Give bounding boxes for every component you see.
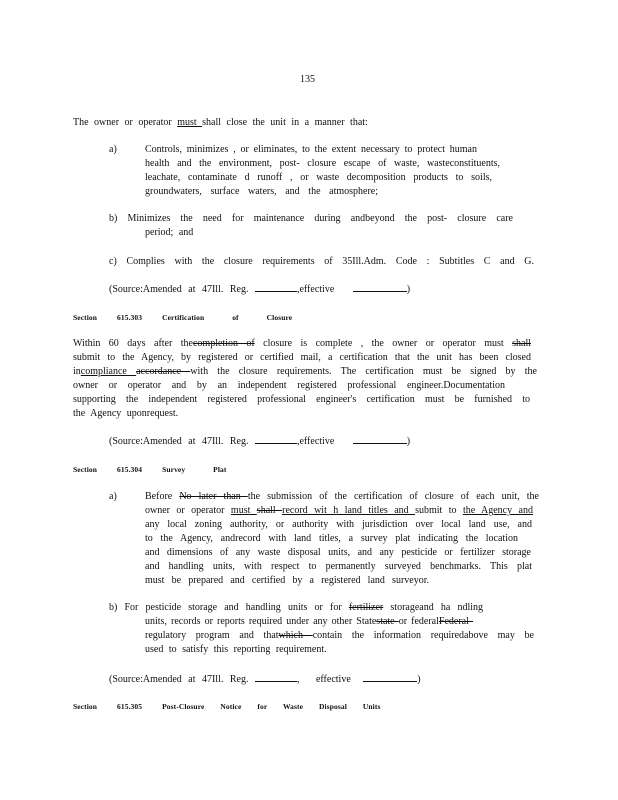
s304-a-l2-f: submit to (415, 505, 463, 516)
s304-b-l1-c: storageand ha ndling (383, 602, 483, 613)
s304-b-l2-a: units, records or reports required under any other State (145, 616, 377, 627)
item-c-line-1: c) Complies with the closure requirements of 35Ill.Adm. Code : Subtitles C and G. (109, 256, 534, 267)
item-a-line-2: health and the environment, post- closure escape of waste, wasteconstituents, (145, 158, 500, 169)
section-303-line-3 (73, 365, 537, 378)
source-note-3-mid: , effective (296, 674, 351, 685)
section-305-heading (73, 700, 380, 713)
section-303-line-6: the Agency uponrequest. (73, 408, 179, 419)
s303-l1-deleted: completion of (192, 338, 255, 349)
source-note-1-mid: ,effective (296, 284, 335, 295)
source-note-1 (109, 282, 410, 296)
source-note-2-end: ) (406, 436, 411, 447)
effective-blank-1 (353, 282, 407, 292)
s303-l3-inserted: compliance (80, 366, 137, 377)
section-303-heading (73, 311, 292, 324)
section-304-a-line-4: to the Agency, andrecord with land titles, a survey plat indicating the location (145, 533, 518, 544)
section-303-line-2: submit to the Agency, by registered or certified mail, a certification that the unit has been closed (73, 352, 531, 363)
section-303-number: 615.303 (117, 313, 143, 322)
section-304-heading (73, 463, 227, 476)
source-note-3-end: ) (417, 674, 421, 685)
section-304-label: Section (73, 465, 98, 474)
s304-a-l2-deleted-shall: shall (256, 505, 283, 516)
section-304-a-line-1 (145, 490, 539, 503)
source-note-2 (109, 434, 410, 448)
s303-l1-c: closure is complete , the owner or operator must (254, 338, 513, 349)
reg-blank-1 (255, 282, 297, 292)
reg-blank-3 (255, 672, 297, 682)
s304-a-l2-inserted-agency: the Agency and (462, 505, 533, 516)
section-304-a-line-3: any local zoning authority, or authority with jurisdiction over local land use, and (145, 519, 532, 530)
s304-a-l2-inserted-titles: wit h land titles and (307, 505, 416, 516)
section-303-line-5: supporting the independent registered professional engineer's certification must be furnished to (73, 394, 530, 405)
s303-l1-a: Within 60 days after the (73, 338, 193, 349)
reg-blank-2 (255, 434, 297, 444)
s303-l1-deleted-shall: shall (512, 338, 531, 349)
section-304-number: 615.304 (117, 465, 143, 474)
item-b-line-1: b) Minimizes the need for maintenance during andbeyond the post- closure care (109, 213, 513, 224)
source-note-1-prefix: (Source:Amended at 47Ill. Reg. (109, 284, 249, 295)
s303-l3-d: with the closure requirements. The certification must be signed by the (190, 366, 537, 377)
item-a-line-4: groundwaters, surface waters, and the atmosphere; (145, 186, 378, 197)
section-303-line-4: owner or operator and by an independent registered professional engineer.Documentation (73, 380, 505, 391)
effective-blank-2 (353, 434, 407, 444)
s304-b-l2-deleted-federal: Federal (438, 616, 473, 627)
s304-a-l2-inserted-must: must (230, 505, 257, 516)
s304-a-l1-deleted: No later than (179, 491, 248, 502)
section-305-number: 615.305 (117, 702, 143, 711)
source-note-2-mid: ,effective (296, 436, 335, 447)
item-a-marker: a) (109, 144, 117, 155)
section-305-label: Section (73, 702, 98, 711)
section-304-b-line-1 (109, 601, 483, 614)
intro-text-1: The owner or operator (73, 117, 178, 128)
intro-paragraph (73, 116, 368, 129)
s304-b-l1-deleted: fertilizer (348, 602, 384, 613)
section-305-title: Post-Closure Notice for Waste Disposal Units (162, 702, 381, 711)
section-304-b-line-3 (145, 629, 534, 642)
section-303-label: Section (73, 313, 98, 322)
section-304-title: Survey Plat (162, 465, 227, 474)
s304-b-l2-c: or federal (398, 616, 439, 627)
s304-b-l3-c: contain the information requiredabove may be (312, 630, 534, 641)
source-note-1-end: ) (406, 284, 411, 295)
section-303-line-1 (73, 337, 531, 350)
intro-inserted-must: must (177, 117, 203, 128)
s304-b-l2-deleted-state: state (376, 616, 399, 627)
section-303-title: Certification of Closure (162, 313, 293, 322)
section-304-a-line-7: must be prepared and certified by a registered land surveyor. (145, 575, 429, 586)
s303-l3-deleted: accordance (136, 366, 191, 377)
source-note-3 (109, 672, 421, 686)
section-304-b-line-4: used to satisfy this reporting requirement. (145, 644, 327, 655)
s304-a-l2-inserted-record: record (282, 505, 308, 516)
item-a-line-3: leachate, contaminate d runoff , or waste decomposition products to soils, (145, 172, 492, 183)
section-304-a-line-2 (145, 504, 533, 517)
section-304-b-line-2 (145, 615, 491, 628)
intro-text-2: shall close the unit in a manner that: (202, 117, 368, 128)
item-a-line-1: Controls, minimizes , or eliminates, to the extent necessary to protect human (145, 144, 477, 155)
s304-a-l2-a: owner or operator (145, 505, 231, 516)
s304-a-l1-c: the submission of the certification of closure of each unit, the (247, 491, 539, 502)
s304-b-l1-a: b) For pesticide storage and handling units or for (109, 602, 349, 613)
section-304-a-marker: a) (109, 491, 117, 502)
s303-l3-a: in (73, 366, 81, 377)
s304-b-l3-deleted-which: which (278, 630, 313, 641)
item-b-line-2: period; and (145, 227, 194, 238)
s304-a-l1-a: Before (145, 491, 180, 502)
source-note-2-prefix: (Source:Amended at 47Ill. Reg. (109, 436, 249, 447)
section-304-a-line-6: and handling units, with respect to permanently surveyed benchmarks. This plat (145, 561, 532, 572)
section-304-a-line-5: and dimensions of any waste disposal units, and any pesticide or fertilizer storage (145, 547, 531, 558)
page-number: 135 (300, 74, 315, 85)
source-note-3-prefix: (Source:Amended at 47Ill. Reg. (109, 674, 249, 685)
s304-b-l3-a: regulatory program and that (145, 630, 279, 641)
effective-blank-3 (363, 672, 417, 682)
